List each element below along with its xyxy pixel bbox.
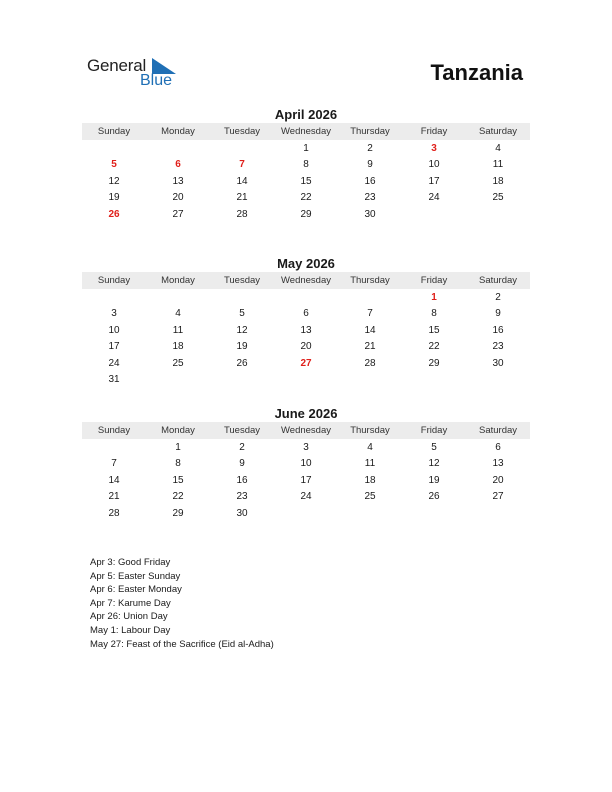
day-cell: 13 (172, 175, 184, 187)
day-cell: 30 (236, 507, 248, 519)
week-row (82, 339, 530, 356)
country-title: Tanzania (430, 60, 523, 85)
holiday-item: May 27: Feast of the Sacrifice (Eid al-Adha) (90, 638, 274, 650)
day-cell: 17 (300, 474, 312, 486)
day-cell: 17 (428, 175, 440, 187)
weekday-label: Thursday (350, 425, 390, 436)
day-cell: 26 (108, 208, 120, 220)
day-cell: 4 (495, 142, 501, 154)
holiday-item: Apr 5: Easter Sunday (90, 570, 181, 582)
day-cell: 8 (175, 458, 181, 470)
day-cell: 6 (175, 159, 181, 171)
day-cell: 2 (367, 142, 373, 154)
day-cell: 28 (236, 208, 248, 220)
weekday-label: Saturday (478, 126, 518, 137)
day-cell: 13 (300, 324, 312, 336)
weekday-label: Tuesday (223, 425, 261, 436)
day-cell: 14 (364, 324, 376, 336)
day-cell: 24 (108, 357, 120, 369)
day-cell: 16 (236, 474, 248, 486)
day-cell: 23 (364, 192, 376, 204)
day-cell: 31 (108, 374, 120, 386)
day-cell: 4 (367, 441, 373, 453)
weekday-label: Saturday (478, 425, 518, 436)
day-cell: 14 (236, 175, 248, 187)
logo-general-text: General (87, 56, 147, 75)
day-cell: 2 (495, 291, 501, 303)
day-cell: 17 (108, 341, 120, 353)
week-row (82, 157, 530, 174)
day-cell: 7 (367, 308, 373, 320)
logo (87, 56, 187, 92)
day-cell: 20 (172, 192, 184, 204)
weekday-label: Wednesday (281, 425, 331, 436)
day-cell: 11 (364, 458, 376, 470)
week-row (82, 439, 530, 456)
month-title: May 2026 (277, 256, 335, 271)
day-cell: 1 (303, 142, 309, 154)
day-cell: 29 (172, 507, 184, 519)
week-row (82, 206, 530, 223)
day-cell: 14 (108, 474, 120, 486)
week-row (82, 140, 530, 157)
day-cell: 22 (172, 491, 184, 503)
day-cell: 3 (111, 308, 117, 320)
day-cell: 26 (236, 357, 248, 369)
month-calendar (82, 255, 530, 388)
day-cell: 28 (108, 507, 120, 519)
weekday-label: Friday (420, 425, 448, 436)
day-cell: 27 (172, 208, 184, 220)
weekday-label: Wednesday (281, 275, 331, 286)
day-cell: 9 (239, 458, 245, 470)
day-cell: 11 (172, 324, 184, 336)
week-row (82, 173, 530, 190)
weekday-label: Monday (161, 126, 195, 137)
weekday-header (82, 123, 530, 140)
holiday-item: May 1: Labour Day (90, 624, 171, 636)
day-cell: 2 (239, 441, 245, 453)
day-cell: 7 (111, 458, 117, 470)
day-cell: 29 (300, 208, 312, 220)
weekday-label: Wednesday (281, 126, 331, 137)
day-cell: 1 (175, 441, 181, 453)
week-row (82, 456, 530, 473)
day-cell: 24 (428, 192, 440, 204)
holiday-item: Apr 7: Karume Day (90, 597, 171, 609)
weekday-label: Sunday (97, 425, 131, 436)
day-cell: 21 (364, 341, 376, 353)
day-cell: 5 (111, 159, 117, 171)
month-title: June 2026 (274, 406, 338, 421)
week-row (82, 289, 530, 306)
month-calendar (82, 405, 530, 522)
day-cell: 1 (431, 291, 437, 303)
month-calendar (82, 106, 530, 223)
day-cell: 6 (495, 441, 501, 453)
day-cell: 19 (236, 341, 248, 353)
day-cell: 16 (492, 324, 504, 336)
weekday-header (82, 272, 530, 289)
day-cell: 30 (492, 357, 504, 369)
day-cell: 12 (236, 324, 248, 336)
week-row (82, 306, 530, 323)
week-row (82, 505, 530, 522)
week-row (82, 372, 530, 389)
day-cell: 23 (236, 491, 248, 503)
day-cell: 8 (303, 159, 309, 171)
weekday-label: Sunday (97, 126, 131, 137)
weekday-label: Friday (420, 275, 448, 286)
week-row (82, 472, 530, 489)
day-cell: 12 (108, 175, 120, 187)
day-cell: 18 (492, 175, 504, 187)
day-cell: 6 (303, 308, 309, 320)
day-cell: 5 (239, 308, 245, 320)
day-cell: 20 (492, 474, 504, 486)
day-cell: 24 (300, 491, 312, 503)
holiday-item: Apr 26: Union Day (90, 611, 168, 623)
day-cell: 26 (428, 491, 440, 503)
week-row (82, 489, 530, 506)
day-cell: 8 (431, 308, 437, 320)
day-cell: 15 (300, 175, 312, 187)
day-cell: 21 (108, 491, 120, 503)
day-cell: 13 (492, 458, 504, 470)
day-cell: 20 (300, 341, 312, 353)
day-cell: 3 (431, 142, 437, 154)
day-cell: 10 (428, 159, 440, 171)
day-cell: 22 (300, 192, 312, 204)
holiday-list (90, 556, 274, 651)
weekday-label: Thursday (350, 126, 390, 137)
weekday-label: Tuesday (223, 275, 261, 286)
weekday-label: Monday (161, 275, 195, 286)
day-cell: 27 (492, 491, 504, 503)
day-cell: 27 (300, 357, 312, 369)
day-cell: 25 (364, 491, 376, 503)
day-cell: 15 (172, 474, 184, 486)
weekday-header (82, 422, 530, 439)
week-row (82, 355, 530, 372)
week-row (82, 190, 530, 207)
day-cell: 11 (492, 159, 504, 171)
weekday-label: Tuesday (223, 126, 261, 137)
day-cell: 28 (364, 357, 376, 369)
day-cell: 12 (428, 458, 440, 470)
day-cell: 9 (495, 308, 501, 320)
day-cell: 16 (364, 175, 376, 187)
day-cell: 30 (364, 208, 376, 220)
week-row (82, 322, 530, 339)
logo-blue-text: Blue (140, 72, 173, 89)
weekday-label: Thursday (350, 275, 390, 286)
weekday-label: Monday (161, 425, 195, 436)
day-cell: 9 (367, 159, 373, 171)
weekday-label: Friday (420, 126, 448, 137)
day-cell: 22 (428, 341, 440, 353)
day-cell: 23 (492, 341, 504, 353)
month-title: April 2026 (274, 107, 338, 122)
holiday-item: Apr 3: Good Friday (90, 557, 171, 568)
day-cell: 4 (175, 308, 181, 320)
day-cell: 25 (492, 192, 504, 204)
weekday-label: Saturday (478, 275, 518, 286)
day-cell: 18 (364, 474, 376, 486)
day-cell: 10 (300, 458, 312, 470)
day-cell: 25 (172, 357, 184, 369)
day-cell: 29 (428, 357, 440, 369)
day-cell: 5 (431, 441, 437, 453)
holiday-item: Apr 6: Easter Monday (90, 584, 182, 596)
day-cell: 19 (428, 474, 440, 486)
day-cell: 7 (239, 159, 245, 171)
day-cell: 19 (108, 192, 120, 204)
day-cell: 21 (236, 192, 248, 204)
weekday-label: Sunday (97, 275, 131, 286)
day-cell: 15 (428, 324, 440, 336)
day-cell: 10 (108, 324, 120, 336)
day-cell: 3 (303, 441, 309, 453)
day-cell: 18 (172, 341, 184, 353)
